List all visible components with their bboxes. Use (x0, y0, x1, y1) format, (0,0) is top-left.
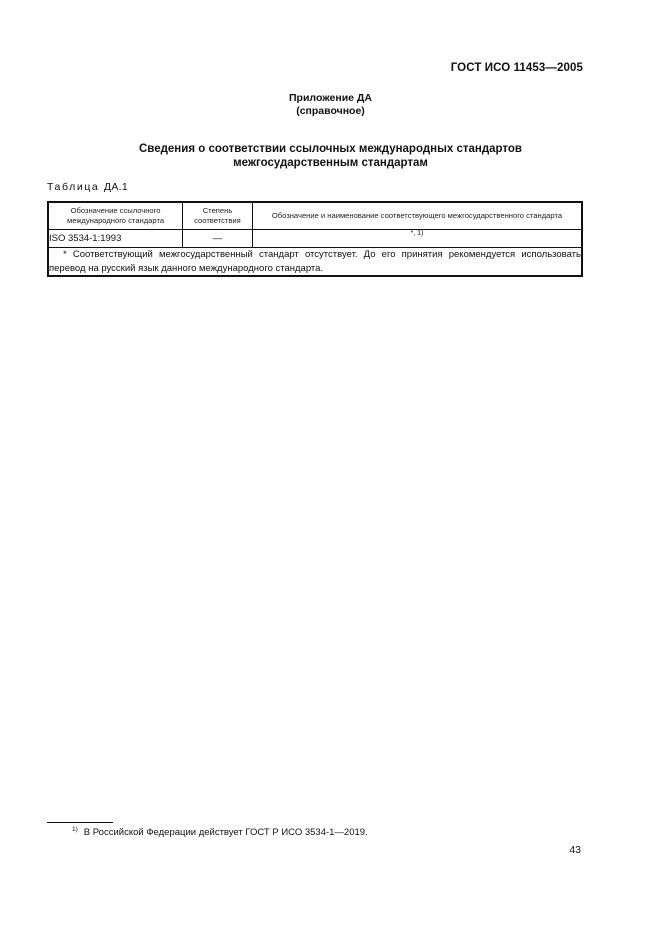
cell-reference-standard: ISO 3534-1:1993 (48, 230, 183, 248)
table-header-row (48, 202, 582, 230)
table-caption (47, 181, 128, 193)
cell-conformity-degree: — (183, 230, 253, 248)
header-conformity-degree: Степень соответствия (183, 202, 253, 230)
table-caption-number: ДА.1 (103, 181, 128, 193)
table-note: * Соответствующий межгосударственный стандарт отсутствует. До его принятия рекомендуется использовать перевод на русский язык данного международного стандарта. (48, 248, 582, 277)
section-title (0, 142, 661, 170)
footnote (72, 826, 368, 838)
annex-title: Приложение ДА (289, 92, 372, 104)
standards-table (47, 201, 583, 277)
section-title-line1: Сведения о соответствии ссылочных международных стандартов (138, 143, 522, 155)
footnote-divider (47, 822, 113, 823)
header-reference-standard: Обозначение ссылочного международного стандарта (48, 202, 183, 230)
table-row (48, 230, 582, 248)
table-note-row (48, 248, 582, 277)
footnote-text: В Российской Федерации действует ГОСТ Р ИСО 3534-1—2019. (83, 827, 368, 838)
header-interstate-standard: Обозначение и наименование соответствующего межгосударственного стандарта (252, 202, 582, 230)
table-caption-word: Таблица (47, 181, 100, 193)
footnote-marker: 1) (72, 826, 78, 833)
page-number: 43 (569, 844, 581, 856)
annex-subtitle: (справочное) (296, 105, 365, 117)
section-title-line2: межгосударственным стандартам (233, 157, 428, 169)
annex-heading (0, 92, 661, 118)
document-code: ГОСТ ИСО 11453—2005 (450, 62, 583, 74)
cell-interstate-standard: *, 1) (252, 230, 582, 248)
